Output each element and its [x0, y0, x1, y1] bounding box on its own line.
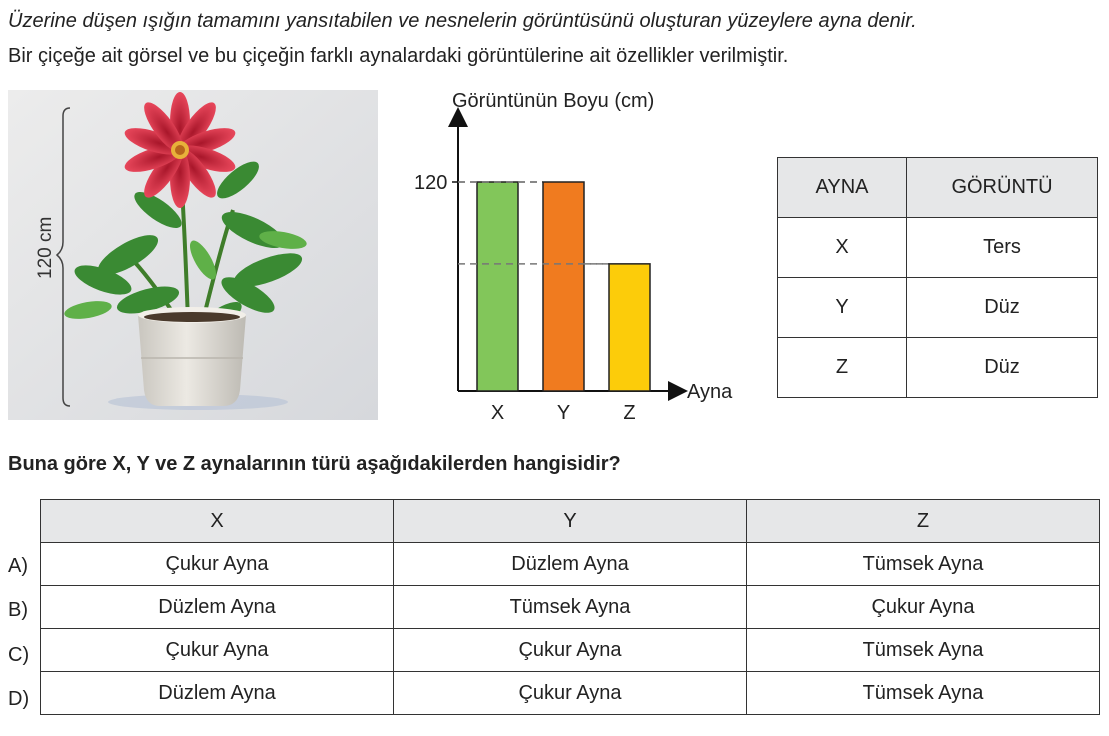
bar-z	[609, 264, 650, 391]
option-row-d[interactable]	[41, 672, 1100, 715]
answer-options-table	[40, 499, 1100, 715]
option-letter-a[interactable]: A)	[8, 555, 28, 577]
option-letters	[8, 544, 29, 721]
table-row	[778, 218, 1098, 278]
options-header-z: Z	[747, 500, 1100, 543]
table-cell: Çukur Ayna	[41, 629, 394, 672]
table-cell: Düzlem Ayna	[41, 672, 394, 715]
table-cell: Tümsek Ayna	[747, 629, 1100, 672]
x-tick-label: Y	[556, 402, 571, 424]
bar-y	[543, 182, 584, 391]
table-cell: Z	[778, 338, 907, 398]
height-label: 120 cm	[35, 216, 56, 279]
option-row-a[interactable]	[41, 543, 1100, 586]
flower-photo	[8, 90, 378, 420]
table-cell: Çukur Ayna	[747, 586, 1100, 629]
table-cell: Çukur Ayna	[394, 672, 747, 715]
option-letter-b[interactable]: B)	[8, 599, 28, 622]
option-letter-c[interactable]: C)	[8, 643, 30, 666]
table-cell: Düz	[907, 338, 1098, 398]
x-axis-label: Ayna	[687, 381, 733, 403]
table-cell: Çukur Ayna	[41, 543, 394, 586]
options-header-x: X	[41, 500, 394, 543]
option-row-b[interactable]	[41, 586, 1100, 629]
table-cell: Düzlem Ayna	[394, 543, 747, 586]
table-row	[778, 278, 1098, 338]
x-tick-label: X	[490, 402, 505, 424]
table-header-goruntu: GÖRÜNTÜ	[907, 158, 1098, 218]
table-cell: Ters	[907, 218, 1098, 278]
table-cell: Tümsek Ayna	[394, 586, 747, 629]
table-cell: Düz	[907, 278, 1098, 338]
options-header-y: Y	[394, 500, 747, 543]
x-tick-label: Z	[623, 402, 636, 424]
mirror-image-table	[777, 157, 1098, 398]
y-axis-label: Görüntünün Boyu (cm)	[452, 90, 655, 112]
table-cell: Tümsek Ayna	[747, 543, 1100, 586]
context-text: Bir çiçeğe ait görsel ve bu çiçeğin farklı aynalardaki görüntülerine ait özellikler verilmiştir.	[8, 45, 789, 67]
table-cell: Çukur Ayna	[394, 629, 747, 672]
bar-x	[477, 182, 518, 391]
table-cell: Düzlem Ayna	[41, 586, 394, 629]
table-cell: Tümsek Ayna	[747, 672, 1100, 715]
option-row-c[interactable]	[41, 629, 1100, 672]
option-letter-d[interactable]: D)	[8, 687, 30, 710]
definition-text: Üzerine düşen ışığın tamamını yansıtabilen ve nesnelerin görüntüsünü oluşturan yüzeylere ayna denir.	[8, 10, 917, 32]
table-header-ayna: AYNA	[778, 158, 907, 218]
table-cell: X	[778, 218, 907, 278]
question-text: Buna göre X, Y ve Z aynalarının türü aşağıdakilerden hangisidir?	[8, 453, 621, 475]
table-cell: Y	[778, 278, 907, 338]
table-row	[778, 338, 1098, 398]
y-tick-label: 120	[414, 172, 448, 194]
image-height-chart	[400, 85, 760, 430]
